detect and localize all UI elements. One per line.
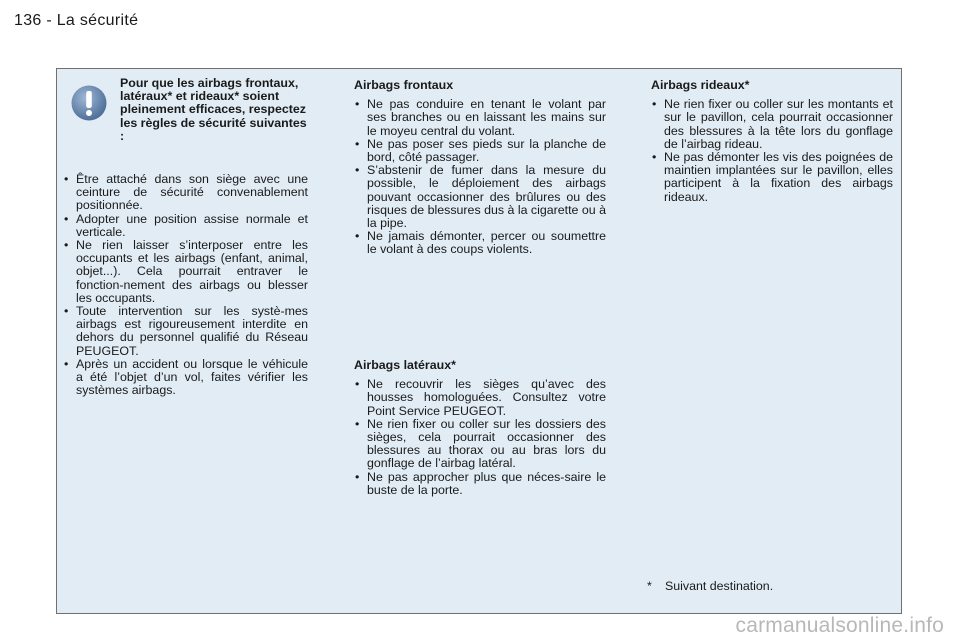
safety-panel (56, 68, 902, 614)
frontal-airbags-title: Airbags frontaux (354, 78, 454, 92)
frontal-airbags-section (354, 79, 606, 257)
warning-exclamation-icon (71, 85, 107, 121)
list-item: • S’abstenir de fumer dans la mesure du possible, le déploiement des airbags pouvant occasionner des brûlures ou des risques de blessures dus à la cigarette ou à la pipe. (354, 164, 606, 230)
general-rules (63, 173, 308, 397)
lateral-airbags-section (354, 359, 606, 497)
list-item: • Ne recouvrir les sièges qu’avec des housses homologuées. Consultez votre Point Service PEUGEOT. (354, 378, 606, 418)
list-item: • Ne rien fixer ou coller sur les montants et sur le pavillon, cela pourrait occasionner des blessures à la tête lors du gonflage de l’airbag rideau. (651, 98, 893, 151)
footnote-text: Suivant destination. (665, 579, 774, 593)
watermark: carmanualsonline.info (735, 614, 944, 637)
footnote (647, 579, 773, 593)
curtain-airbags-section (651, 79, 893, 204)
list-item: • Adopter une position assise normale et verticale. (63, 213, 308, 239)
curtain-airbags-title: Airbags rideaux* (651, 78, 750, 92)
list-item: • Ne jamais démonter, percer ou soumettre le volant à des coups violents. (354, 230, 606, 256)
list-item: • Après un accident ou lorsque le véhicule a été l’objet d’un vol, faites vérifier les systèmes airbags. (63, 358, 308, 398)
list-item: • Ne rien fixer ou coller sur les dossiers des sièges, cela pourrait occasionner des blessures au thorax ou au bras lors du gonflage de l’airbag latéral. (354, 418, 606, 471)
list-item: • Ne pas démonter les vis des poignées de maintien implantées sur le pavillon, elles participent à la fixation des airbags rideaux. (651, 151, 893, 204)
list-item: • Ne pas approcher plus que néces-saire le buste de la porte. (354, 471, 606, 497)
list-item: • Ne pas conduire en tenant le volant par ses branches ou en laissant les mains sur le moyeu central du volant. (354, 98, 606, 138)
intro-text: Pour que les airbags frontaux, latéraux* et rideaux* soient pleinement efficaces, respectez les règles de sécurité suivantes : (120, 76, 307, 143)
list-item: • Être attaché dans son siège avec une ceinture de sécurité convenablement positionnée. (63, 173, 308, 213)
page-title: 136 - La sécurité (14, 12, 139, 29)
list-item: • Ne rien laisser s’interposer entre les occupants et les airbags (enfant, animal, objet...). Cela pourrait entraver le fonction-nement des airbags ou blesser les occupants. (63, 239, 308, 305)
lateral-airbags-title: Airbags latéraux* (354, 358, 456, 372)
footnote-marker: * (647, 579, 652, 593)
list-item: • Toute intervention sur les systè-mes airbags est rigoureusement interdite en dehors du personnel qualifié du Réseau PEUGEOT. (63, 305, 308, 358)
list-item: • Ne pas poser ses pieds sur la planche de bord, côté passager. (354, 138, 606, 164)
